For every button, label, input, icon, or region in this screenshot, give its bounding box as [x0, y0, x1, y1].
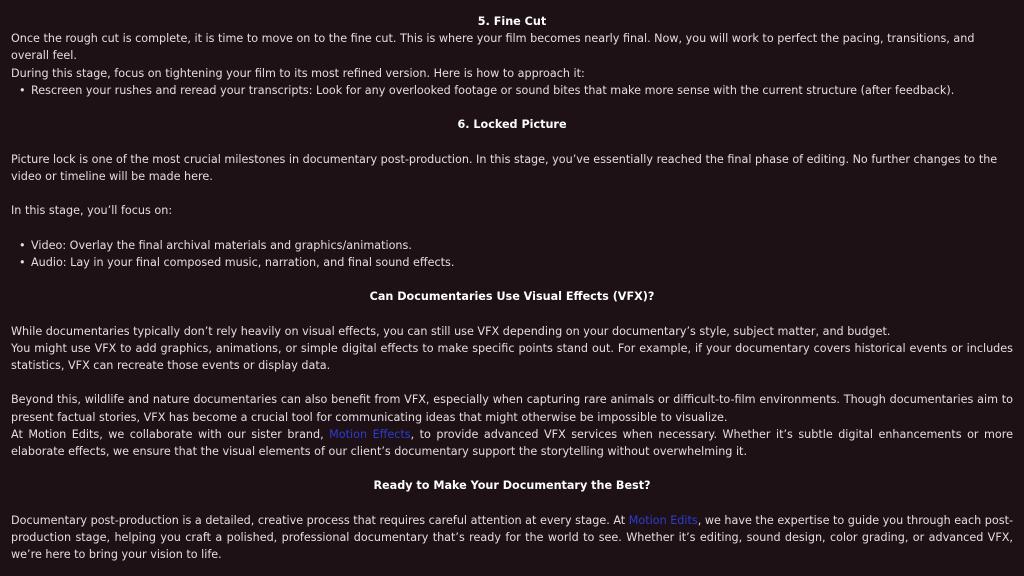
fine-cut-paragraph-1: Once the rough cut is complete, it is time to move on to the fine cut. This is where your film becomes nearly final. Now, you will work to perfect the pacing, transitions, and overall feel.	[11, 32, 975, 63]
vfx-paragraph-3: Beyond this, wildlife and nature documentaries can also benefit from VFX, especially when capturing rare animals or difficult-to-film environments. Though documentaries aim to present factual stories, VFX has become a crucial tool for communicating ideas that might otherwise be impossible to visualize.	[11, 393, 1013, 424]
list-item: • Audio: Lay in your final composed music, narration, and final sound effects.	[19, 254, 1013, 271]
heading-locked-picture: 6. Locked Picture	[457, 118, 567, 132]
ready-paragraph-text-before: Documentary post-production is a detailed, creative process that requires careful attention at every stage. At	[11, 513, 629, 527]
locked-picture-bullet-list	[11, 237, 1013, 271]
vfx-paragraph-4-text-before: At Motion Edits, we collaborate with our sister brand,	[11, 427, 330, 441]
vfx-paragraph-2: You might use VFX to add graphics, animations, or simple digital effects to make specific points stand out. For example, if your documentary covers historical events or includes statistics, VFX can recreate those events or display data.	[11, 341, 1013, 372]
ready-paragraph-1	[11, 512, 1013, 564]
vfx-paragraph-4-text-after: , to provide advanced VFX services when necessary. Whether it’s subtle digital enhancements or more elaborate effects, we ensure that the visual elements of our client’s documentary support the storytelling without overwhelming it.	[11, 427, 1013, 458]
locked-picture-paragraph-1: Picture lock is one of the most crucial milestones in documentary post-production. In this stage, you’ve essentially reached the final phase of editing. No further changes to the video or timeline will be made here.	[11, 152, 998, 183]
motion-effects-link[interactable]: Motion Effects	[329, 427, 411, 441]
fine-cut-paragraph-2: During this stage, focus on tightening your film to its most refined version. Here is how to approach it:	[11, 66, 585, 80]
heading-ready: Ready to Make Your Documentary the Best?	[373, 479, 651, 493]
locked-picture-paragraph-2: In this stage, you’ll focus on:	[11, 204, 173, 218]
list-item: • Rescreen your rushes and reread your transcripts: Look for any overlooked footage or sound bites that make more sense with the current structure (after feedback).	[19, 82, 1013, 99]
vfx-paragraph-1: While documentaries typically don’t rely heavily on visual effects, you can still use VFX depending on your documentary’s style, subject matter, and budget.	[11, 324, 891, 338]
fine-cut-bullet-list	[11, 82, 1013, 99]
heading-fine-cut: 5. Fine Cut	[477, 15, 547, 28]
document-page	[11, 13, 1013, 563]
ready-paragraph-text-after: , we have the expertise to guide you through each post-production stage, helping you craft a polished, professional documentary that’s ready for the world to see. Whether it’s editing, sound design, color grading, or advanced VFX, we’re here to bring your vision to life.	[11, 513, 1014, 562]
motion-edits-link[interactable]: Motion Edits	[628, 513, 698, 527]
vfx-paragraph-4	[11, 426, 1013, 460]
list-item: • Video: Overlay the final archival materials and graphics/animations.	[19, 237, 1013, 254]
heading-vfx: Can Documentaries Use Visual Effects (VFX)?	[369, 290, 655, 304]
